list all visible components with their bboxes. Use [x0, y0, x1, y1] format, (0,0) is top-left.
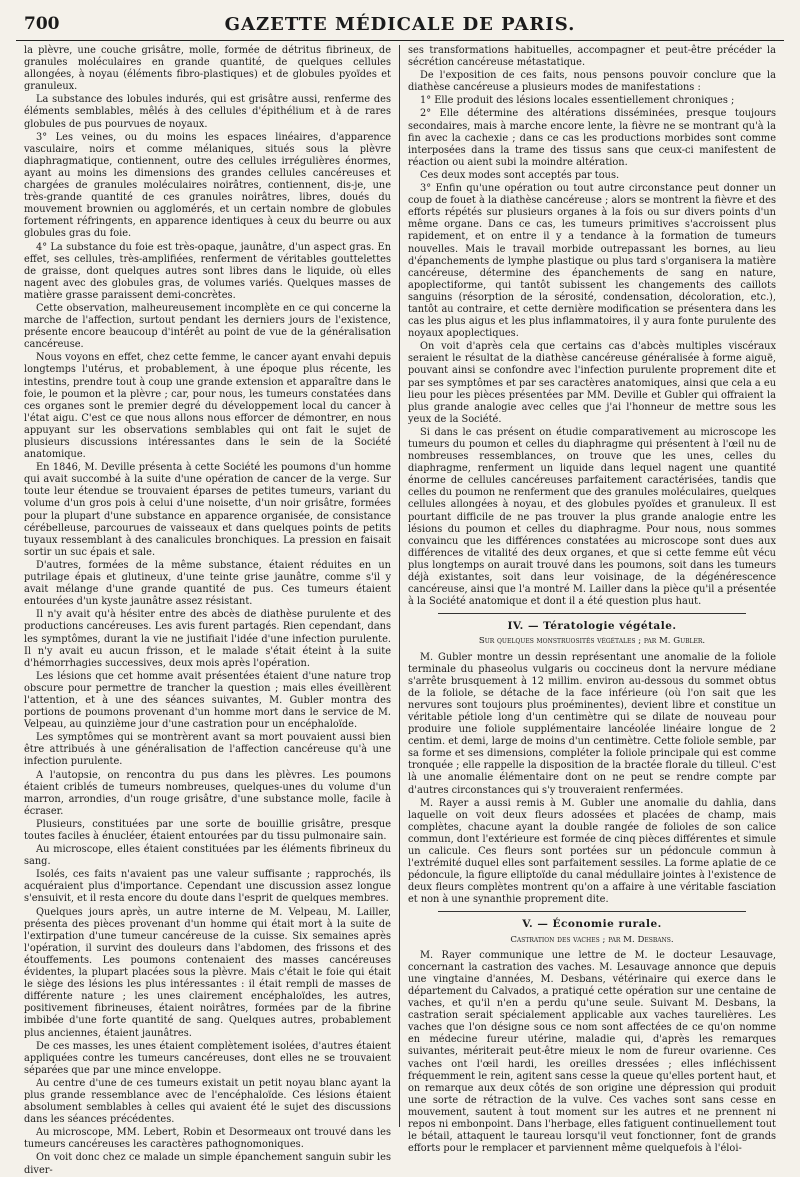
- paragraph: la plèvre, une couche grisâtre, molle, formée de détritus fibrineux, de granules moléculaires en grande quantité, de quelques cellules allongées, à noyau (éléments fibro-plastiques) et de globules pyoïdes et granuleux.: [24, 45, 391, 93]
- paragraph: Quelques jours après, un autre interne de M. Velpeau, M. Lailler, présenta des pièces provenant d'un homme qui était mort à la suite de l'extirpation d'une tumeur cancéreuse de la cuisse. Six semaines après l'opération, il survint des douleurs dans l'abdomen, des frissons et des étouffements. Les poumons contenaient des masses cancéreuses évidentes, la plupart placées sous la plèvre. Mais c'était le foie qui était le siège des lésions les plus intéressantes : il était rempli de masses de différente nature ; les unes clairement encéphaloïdes, les autres, positivement fibrineuses, étaient noirâtres, formées par de la fibrine imbibée d'une forte quantité de sang. Quelques autres, probablement plus anciennes, étaient jaunâtres.: [24, 906, 391, 1039]
- paragraph: 3° Enfin qu'une opération ou tout autre circonstance peut donner un coup de fouet à la diathèse cancéreuse ; alors se montrent la fièvre et des efforts répétés sur plusieurs organes à la fois ou sur divers points d'un même organe. Dans ce cas, les tumeurs primitives s'accroissent plus rapidement, et on entre il y a tendance à la formation de tumeurs nouvelles. Mais le travail morbide outrepassant les bornes, au lieu d'épanchements de lymphe plastique ou plus tard s'organisera la matière cancéreuse, détermine des épanchements de sang en nature, apoplectiforme, qui tantôt subissent les changements des caillots sanguins (résorption de la sérosité, condensation, décoloration, etc.), tantôt au contraire, et cette dernière modification se présentera dans les cas les plus aigus et les plus inflammatoires, il y aura fonte purulente des noyaux apoplectiques.: [408, 183, 776, 340]
- paragraph: Isolés, ces faits n'avaient pas une valeur suffisante ; rapprochés, ils acquéraient plus d'importance. Cependant une discussion assez longue s'ensuivit, et il resta encore du doute dans l'esprit de quelques membres.: [24, 869, 391, 905]
- left-column: [16, 45, 400, 1176]
- right-column-continuation: [408, 45, 776, 608]
- section-v-heading: V. — Économie rurale.: [522, 918, 662, 931]
- paragraph: Cette observation, malheureusement incomplète en ce qui concerne la marche de l'affection, surtout pendant les derniers jours de l'existence, présente encore beaucoup d'intérêt au point de vue de la généralisation cancéreuse.: [24, 302, 391, 351]
- page-number: 700: [24, 14, 60, 34]
- journal-title: GAZETTE MÉDICALE DE PARIS.: [224, 14, 576, 35]
- paragraph: M. Rayer communique une lettre de M. le docteur Lesauvage, concernant la castration des vaches. M. Lesauvage annonce que depuis une vingtaine d'années, M. Desbans, vétérinaire qui exerce dans le département du Calvados, a pratiqué cette opération sur une centaine de vaches, et qu'il n'en a perdu qu'une seule. Suivant M. Desbans, la castration serait spécialement applicable aux vaches taurelières. Les vaches que l'on désigne sous ce nom sont affectées de ce qu'on nomme en médecine fureur utérine, maladie qui, d'après les remarques suivantes, mériterait peut-être mieux le nom de fureur ovarienne. Ces vaches ont l'œil hardi, les oreilles dressées ; elles infléchissent fréquemment le rein, agitent sans cesse la queue qu'elles portent haut, et on remarque aux deux côtés de son origine une dépression qui produit une sorte de rétraction de la vulve. Ces vaches sont sans cesse en mouvement, sautent à tout moment sur les autres et ne prennent ni repos ni embonpoint. Dans l'herbage, elles fatiguent continuellement tout le bétail, attaquent le taureau lorsqu'il veut fonctionner, font de grands efforts pour le remplacer et parviennent même quelquefois à l'éloi-: [408, 949, 776, 1155]
- paragraph: D'autres, formées de la même substance, étaient réduites en un putrilage épais et glutineux, d'une teinte grise jaunâtre, comme s'il y avait mélange d'une grande quantité de pus. Ces tumeurs étaient entourées d'un kyste jaunâtre assez résistant.: [24, 559, 391, 608]
- paragraph: Les symptômes qui se montrèrent avant sa mort pouvaient aussi bien être attribués à une généralisation de l'affection cancéreuse qu'à une infection purulente.: [24, 732, 391, 768]
- paragraph: De l'exposition de ces faits, nous pensons pouvoir conclure que la diathèse cancéreuse a plusieurs modes de manifestations :: [408, 70, 776, 94]
- paragraph: Au microscope, elles étaient constituées par les éléments fibrineux du sang.: [24, 844, 391, 868]
- paragraph: 1° Elle produit des lésions locales essentiellement chroniques ;: [420, 95, 735, 107]
- paragraph: La substance des lobules indurés, qui est grisâtre aussi, renferme des éléments semblables, mêlés à des cellules d'épithélium et à de rares globules de pus pourvues de noyaux.: [24, 94, 391, 130]
- paragraph: Ces deux modes sont acceptés par tous.: [420, 169, 620, 181]
- paragraph: Les lésions que cet homme avait présentées étaient d'une nature trop obscure pour permettre de trancher la question ; mais elles éveillèrent l'attention, et à une des séances suivantes, M. Gubler montra des portions de poumons provenant d'un homme mort dans le service de M. Velpeau, au quinzième jour d'une castration pour un encéphaloïde.: [24, 670, 391, 731]
- paragraph: ses transformations habituelles, accompagner et peut-être précéder la sécrétion cancéreuse métastatique.: [408, 45, 776, 69]
- paragraph: Plusieurs, constituées par une sorte de bouillie grisâtre, presque toutes faciles à énucléer, étaient entourées par du tissu pulmonaire sain.: [24, 818, 391, 842]
- paragraph: Il n'y avait qu'à hésiter entre des abcès de diathèse purulente et des productions cancéreuses. Les avis furent partagés. Rien cependant, dans les symptômes, durant la vie ne justifiait l'idée d'une infection purulente. Il n'y avait eu aucun frisson, et le malade s'était éteint à la suite d'hémorrhagies successives, deux mois après l'opération.: [24, 609, 391, 669]
- page-header: [16, 12, 784, 41]
- paragraph: Au microscope, MM. Lebert, Robin et Desormeaux ont trouvé dans les tumeurs cancéreuses les caractères pathognomoniques.: [24, 1127, 391, 1151]
- section-iv-heading: IV. — Tératologie végétale.: [507, 620, 677, 633]
- paragraph: A l'autopsie, on rencontra du pus dans les plèvres. Les poumons étaient criblés de tumeurs nombreuses, quelques-unes du volume d'un marron, arrondies, d'un rouge grisâtre, d'une substance molle, facile à écraser.: [24, 769, 391, 817]
- paragraph: De ces masses, les unes étaient complètement isolées, d'autres étaient appliquées contre les tumeurs cancéreuses, dont elles ne se trouvaient séparées que par une mince enveloppe.: [24, 1040, 391, 1076]
- paragraph: Au centre d'une de ces tumeurs existait un petit noyau blanc ayant la plus grande ressemblance avec de l'encéphaloïde. Ces lésions étaient absolument semblables à celles qui avaient été le sujet des discussions dans les séances précédentes.: [24, 1077, 391, 1126]
- paragraph: 2° Elle détermine des altérations disséminées, presque toujours secondaires, mais à marche encore lente, la fièvre ne se montrant qu'à la fin avec la cachexie ; dans ce cas les productions morbides sont comme interposées dans la trame des tissus sans que ceux-ci manifestent de réaction ou aient subi la moindre altération.: [408, 108, 776, 168]
- section-v-subheading: Castration des vaches ; par M. Desbans.: [510, 934, 674, 945]
- right-column: [400, 45, 784, 1155]
- paragraph: En 1846, M. Deville présenta à cette Société les poumons d'un homme qui avait succombé à la suite d'une opération de cancer de la verge. Sur toute leur étendue se trouvaient éparses de petites tumeurs, variant du volume d'un gros pois à celui d'une noisette, d'un noir grisâtre, formées pour la plupart d'une substance en apparence organisée, de consistance cérébelleuse, parcourues de vaisseaux et dans quelques points de petits tuyaux ressemblant à des canalicules bronchiques. La pression en faisait sortir un suc épais et sale.: [24, 462, 391, 558]
- section-rule: [438, 613, 746, 614]
- section-iv-body: [408, 652, 776, 907]
- paragraph: M. Gubler montre un dessin représentant une anomalie de la foliole terminale du phaseolus vulgaris ou coccineus dont la nervure médiane s'arrête brusquement à 12 millim. environ au-dessous du sommet obtus de la foliole, se détache de la face inférieure (où l'on sait que les nervures sont toujours plus proéminentes), devient libre et constitue un véritable pétiole long d'un centimètre qui se dilate de nouveau pour produire une foliole supplémentaire lancéolée linéaire longue de 2 centim. et demi, large de moins d'un centimètre. Cette foliole semble, par sa forme et ses dimensions, compléter la foliole principale qui est comme tronquée ; elle rappelle la disposition de la bractée florale du tilleul. C'est là une anomalie élémentaire dont on ne peut se rendre compte par d'autres circonstances qui s'y trouveraient renfermées.: [408, 651, 776, 796]
- paragraph: Nous voyons en effet, chez cette femme, le cancer ayant envahi depuis longtemps l'utérus, et probablement, à une époque plus récente, les intestins, prendre tout à coup une grande extension et apparaître dans le foie, le poumon et la plèvre ; car, pour nous, les tumeurs constatées dans ces organes sont le premier degré du développement local du cancer à l'état aigu. C'est ce que nous allons nous efforcer de démontrer, en nous appuyant sur les observations semblables qui ont fait le sujet de plusieurs discussions intéressantes dans le sein de la Société anatomique.: [24, 352, 391, 461]
- paragraph: On voit donc chez ce malade un simple épanchement sanguin subir les diver-: [24, 1152, 391, 1176]
- paragraph: On voit d'après cela que certains cas d'abcès multiples viscéraux seraient le résultat de la diathèse cancéreuse généralisée à forme aiguë, pouvant ainsi se confondre avec l'infection purulente proprement dite et par ses symptômes et par ses caractères anatomiques, ainsi que cela a eu lieu pour les pièces présentées par MM. Deville et Gubler qui offraient la plus grande analogie avec celles que j'ai l'honneur de mettre sous les yeux de la Société.: [408, 341, 776, 425]
- paragraph: 4° La substance du foie est très-opaque, jaunâtre, d'un aspect gras. En effet, ses cellules, très-amplifiées, renferment de véritables gouttelettes de graisse, dont quelques autres sont libres dans le liquide, où elles nagent avec des globules gras, de volumes variés. Quelques masses de matière grasse paraissent demi-concrètes.: [24, 241, 391, 301]
- section-iv-subheading: Sur quelques monstruosités végétales ; par M. Gubler.: [478, 636, 706, 647]
- paragraph: 3° Les veines, ou du moins les espaces linéaires, d'apparence vasculaire, noirs et comme mélaniques, situés sous la plèvre diaphragmatique, contiennent, outre des cellules irrégulières énormes, ayant au moins les dimensions des grandes cellules cancéreuses et chargées de granules moléculaires noirâtres, contiennent, dis-je, une très-grande quantité de ces granules noirâtres, libres, doués du mouvement brownien ou agglomérés, et un certain nombre de globules fortement réfringents, en apparence identiques à ceux du beurre ou aux globules gras du foie.: [24, 131, 391, 240]
- section-v-body: [408, 950, 776, 1156]
- paragraph: Si dans le cas présent on étudie comparativement au microscope les tumeurs du poumon et celles du diaphragme qui présentent à l'œil nu de nombreuses ressemblances, on trouve que les unes, celles du diaphragme, renferment un liquide dans lequel nagent une quantité énorme de cellules cancéreuses parfaitement caractérisées, tandis que celles du poumon ne renferment que des granules moléculaires, quelques cellules allongées à noyau, et des globules pyoïdes et granuleux. Il est pourtant difficile de ne pas trouver la plus grande analogie entre les lésions du poumon et celles du diaphragme. Pour nous, nous sommes convaincu que les différences constatées au microscope sont dues aux différences de vitalité des deux organes, et que si cette femme eût vécu plus longtemps on aurait trouvé dans les poumons, soit dans les tumeurs déjà existantes, soit dans leur voisinage, de la dégénérescence cancéreuse, ainsi que l'a montré M. Lailler dans la pièce qu'il a présentée à la Société anatomique et dont il a été question plus haut.: [408, 426, 776, 608]
- paragraph: M. Rayer a aussi remis à M. Gubler une anomalie du dahlia, dans laquelle on voit deux fleurs adossées et placées de champ, mais complètes, chacune ayant la double rangée de folioles de son calice commun, dont l'extérieure est formée de cinq pièces différentes et simule un calicule. Ces fleurs sont portées sur un pédoncule commun à l'extrémité duquel elles sont parfaitement sessiles. La forme aplatie de ce pédoncule, la figure elliptoïde du canal médullaire jointes à l'existence de deux fleurs complètes montrent qu'on a affaire à une véritable fasciation et non à une synanthie proprement dite.: [408, 797, 776, 906]
- section-rule: [438, 911, 746, 912]
- article-columns: [16, 45, 784, 1176]
